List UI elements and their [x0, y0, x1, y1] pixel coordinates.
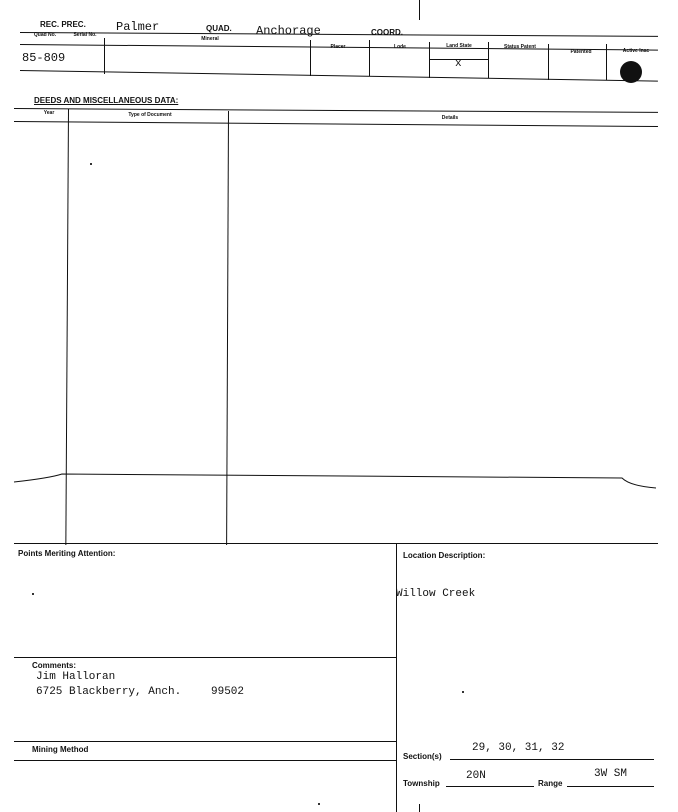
- comments-line2: 6725 Blackberry, Anch.: [36, 686, 182, 698]
- sections-value: 29, 30, 31, 32: [472, 742, 565, 754]
- col-active-inactive: Active Inac: [622, 48, 650, 54]
- range-rule: [567, 786, 654, 787]
- comments-top-rule: [14, 657, 396, 658]
- quad-value: Anchorage: [256, 24, 321, 38]
- comments-zip: 99502: [211, 686, 245, 698]
- range-label: Range: [538, 779, 563, 788]
- deeds-col-details: Details: [441, 115, 459, 121]
- deeds-col-type: Type of Document: [128, 112, 172, 118]
- lower-center-divider: [396, 544, 397, 812]
- sections-label: Section(s): [403, 752, 442, 761]
- comments-label: Comments:: [32, 661, 77, 670]
- mining-bottom-rule: [14, 760, 396, 761]
- col-lode: Lode: [394, 44, 406, 50]
- sections-rule: [450, 759, 654, 760]
- divider-placer: [369, 40, 370, 76]
- rec-prec-label: REC. PREC.: [40, 20, 86, 29]
- land-state-mark: x: [455, 58, 462, 70]
- deeds-col-year: Year: [43, 110, 55, 116]
- divider-lode: [429, 42, 430, 78]
- speck: [318, 803, 320, 805]
- record-bottom-rule: [20, 70, 658, 82]
- record-number: 85-809: [22, 51, 66, 65]
- col-land-state: Land State: [446, 43, 472, 49]
- range-value: 3W SM: [594, 768, 628, 780]
- top-margin-mark: [419, 0, 420, 20]
- comments-line1: Jim Halloran: [36, 671, 116, 683]
- col-serial-no: Serial No.: [73, 32, 97, 38]
- quad-label: QUAD.: [206, 24, 232, 33]
- coord-label: COORD.: [371, 28, 403, 37]
- col-patented: Patented: [570, 49, 592, 55]
- deeds-header-rule: [14, 121, 658, 127]
- location-value: Willow Creek: [396, 588, 476, 600]
- township-label: Township: [403, 779, 440, 788]
- header-rule: [20, 32, 658, 37]
- divider-serial: [104, 38, 105, 74]
- divider-status: [548, 44, 549, 80]
- township-value: 20N: [466, 770, 486, 782]
- divider-land-state: [488, 42, 489, 78]
- deeds-title: DEEDS AND MISCELLANEOUS DATA:: [34, 96, 179, 105]
- fold-line: [0, 468, 678, 498]
- col-status-patent: Status Patent: [504, 44, 536, 50]
- lower-top-rule: [14, 543, 658, 544]
- location-label: Location Description:: [403, 551, 486, 560]
- divider-patented: [606, 44, 607, 80]
- bottom-margin-mark: [419, 804, 420, 812]
- col-placer: Placer: [330, 44, 346, 50]
- mining-top-rule: [14, 741, 396, 742]
- col-mineral: Mineral: [201, 36, 219, 42]
- col-quad-no: Quad No.: [33, 32, 57, 38]
- divider-mineral: [310, 40, 311, 76]
- township-rule: [446, 786, 534, 787]
- speck: [32, 593, 34, 595]
- mining-label: Mining Method: [32, 745, 89, 754]
- points-label: Points Meriting Attention:: [18, 549, 116, 558]
- speck: [462, 691, 464, 693]
- rec-prec-value: Palmer: [116, 20, 160, 34]
- speck: [90, 163, 92, 165]
